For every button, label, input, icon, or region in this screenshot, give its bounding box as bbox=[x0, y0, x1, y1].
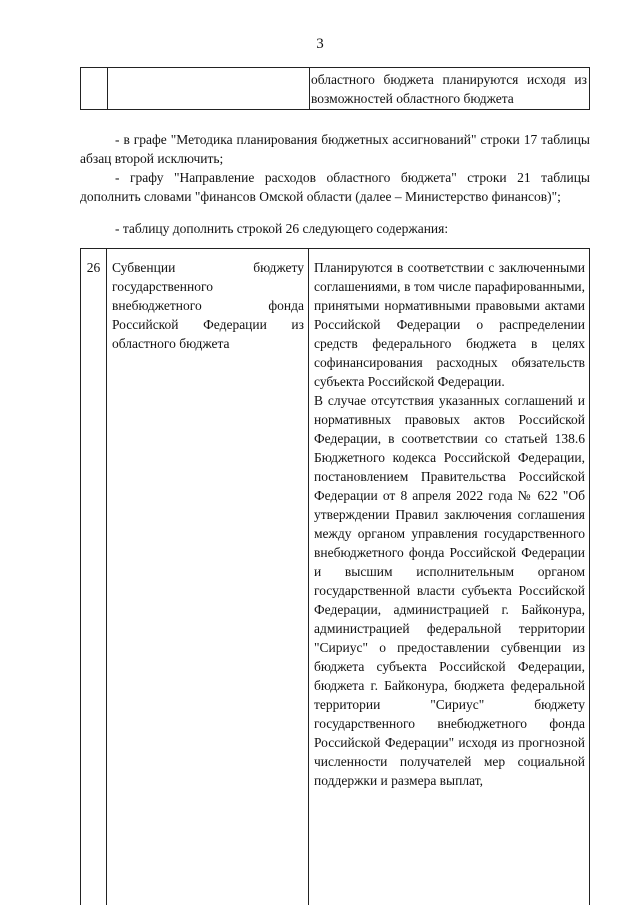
continuation-name-cell bbox=[108, 68, 310, 109]
row-name-cell: Субвенции бюджету государственного внебюджетного фонда Российской Федерации из областного бюджета bbox=[108, 249, 309, 905]
page-number: 3 bbox=[316, 36, 324, 52]
description-paragraph-2: В случае отсутствия указанных соглашений и нормативных правовых актов Российской Федерации, в соответствии со статьей 138.6 Бюджетного кодекса Российской Федерации, постановлением Правительства Российской Федерации от 8 апреля 2022 года № 622 "Об утверждении Правил заключения соглашения между органом управления государственного внебюджетного фонда Российской Федерации и высшим исполнительным органом государственной власти субъекта Российской Федерации, администрацией г. Байконура, администрацией федеральной территории "Сириус" о предоставлении субвенции из бюджета субъекта Российской Федерации, бюджета г. Байконура, бюджета федеральной территории "Сириус" бюджету государственного внебюджетного фонда Российской Федерации" исходя из прогнозной численности получателей мер социальной поддержки и размера выплат, bbox=[314, 393, 585, 788]
row-description-cell bbox=[310, 249, 589, 905]
continuation-number-cell bbox=[81, 68, 108, 109]
continuation-table bbox=[80, 67, 590, 110]
row-26-table bbox=[80, 248, 590, 905]
amendment-paragraph-row26: - таблицу дополнить строкой 26 следующего содержания: bbox=[115, 221, 449, 236]
amendment-paragraph-row21: - графу "Направление расходов областного бюджета" строки 21 таблицы дополнить словами "финансов Омской области (далее – Министерство финансов)"; bbox=[80, 170, 590, 204]
description-paragraph-1: Планируются в соответствии с заключенными соглашениями, в том числе парафированными, принятыми нормативными правовыми актами Российской Федерации о распределении средств федерального бюджета в целях софинансирования расходных обязательств субъекта Российской Федерации. bbox=[314, 260, 585, 389]
amendment-paragraph-row17: - в графе "Методика планирования бюджетных ассигнований" строки 17 таблицы абзац второй исключить; bbox=[80, 132, 590, 166]
row-number-cell: 26 bbox=[81, 249, 107, 905]
continuation-description-cell: областного бюджета планируются исходя из возможностей областного бюджета bbox=[311, 72, 587, 106]
